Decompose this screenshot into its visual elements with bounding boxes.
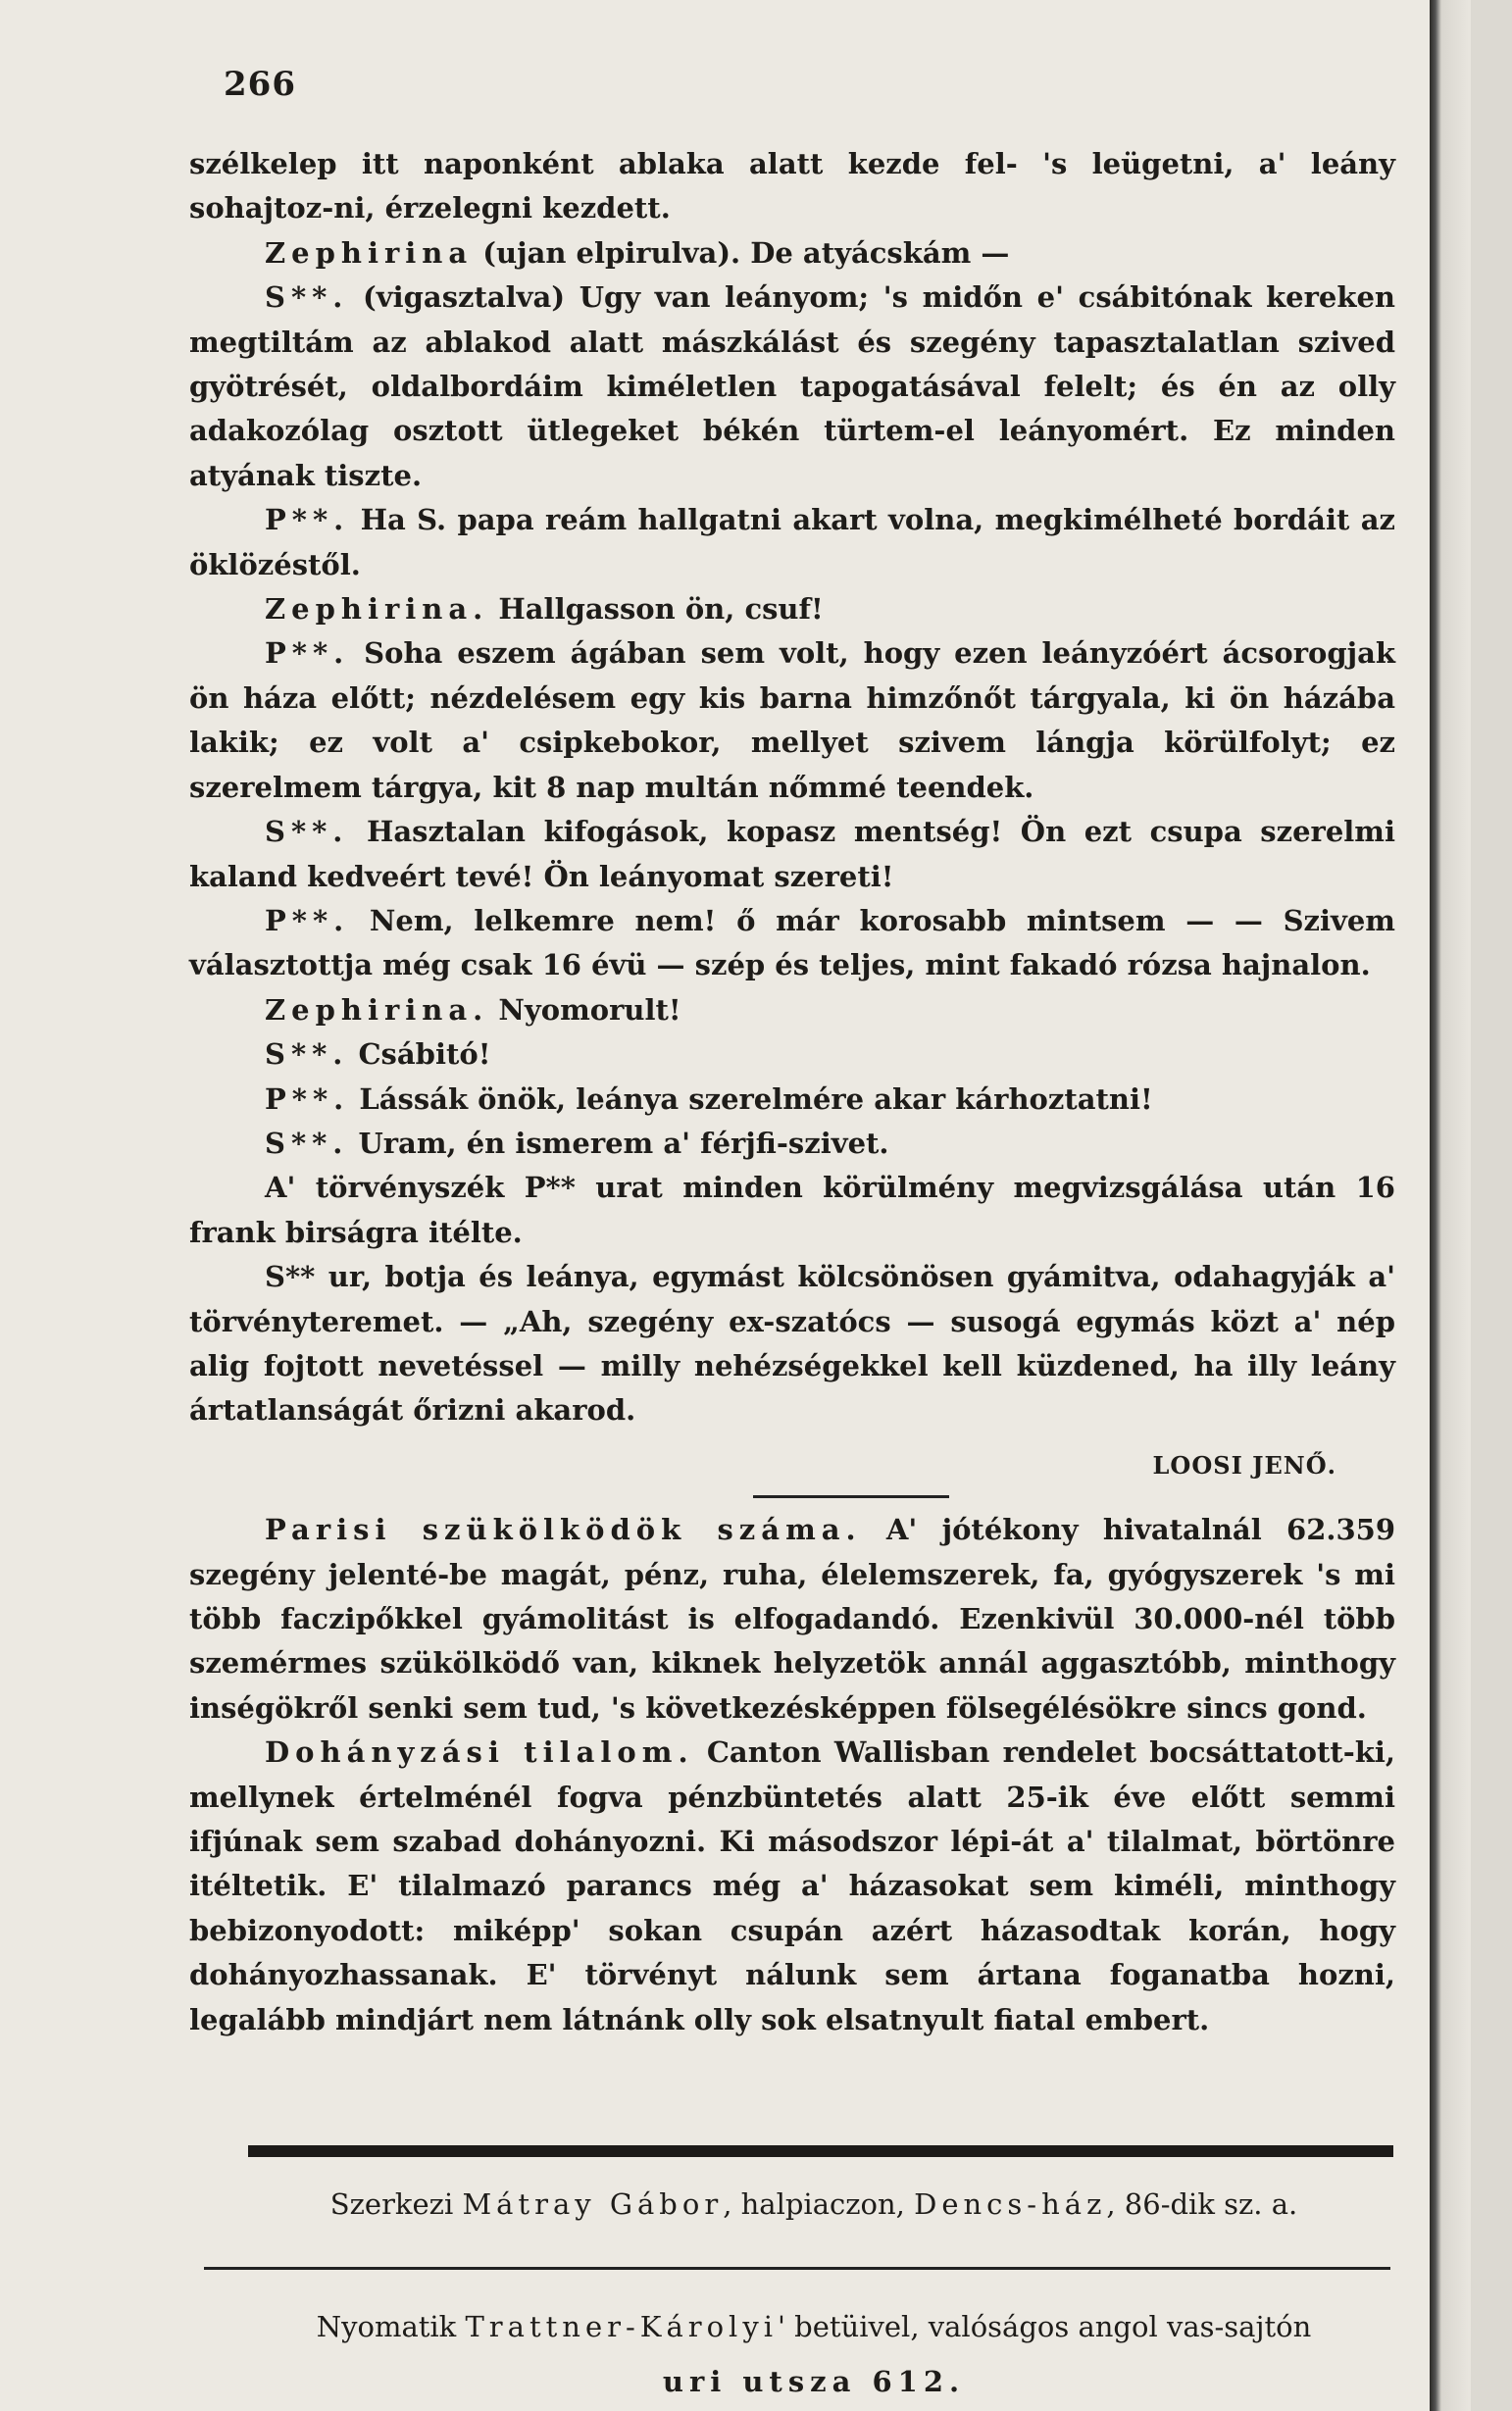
news-text: A' jótékony hivatalnál 62.359 szegény jelenté-be magát, pénz, ruha, élelemszerek, fa, gyógyszerek 's mi több faczipőkkel gyámolitást is elfogadandó. Ezenkivül 30.000-nél több szemérmes szükölködő van, kiknek helyzetök annál aggasztóbb, minthogy inségökről senki sem tud, 's következésképpen fölsegélésökre sincs gond. <box>189 1513 1396 1725</box>
footer-thick-rule <box>248 2145 1393 2157</box>
news-heading: Parisi szükölködök száma. <box>265 1513 862 1547</box>
dialogue-line <box>189 631 1395 810</box>
speaker: Zephirina. <box>265 992 489 1027</box>
speaker: P**. <box>265 503 350 537</box>
paragraph: S** ur, botja és leánya, egymást kölcsönösen gyámitva, odahagyják a' törvényteremet. — „Ah, szegény ex-szatócs — susogá egymás közt a' nép alig fojtott nevetéssel — milly nehézségekkel kell küzdened, ha illy leány ártatlanságát őrizni akarod. <box>189 1260 1395 1428</box>
news-heading: Dohányzási tilalom. <box>265 1735 694 1770</box>
editor-house: Dencs-ház <box>914 2187 1107 2221</box>
speaker: S**. <box>265 815 349 849</box>
footer-thin-rule <box>204 2267 1390 2270</box>
speaker: P**. <box>265 903 350 937</box>
speaker: S**. <box>265 1126 349 1160</box>
dialogue-text: (vigasztalva) Ugy van leányom; 's midőn e' csábitónak kereken megtiltám az ablakod alatt mászkálást és szegény tapasztalatlan szived gyötrését, oldalbordáim kiméletlen tapogatásával felelt; és én az olly adakozólag osztott ütlegeket békén türtem-el leányomért. Ez minden atyának tiszte. <box>189 280 1395 492</box>
page-number: 266 <box>224 65 296 104</box>
news-text: Canton Wallisban rendelet bocsáttatott-ki, mellynek értelménél fogva pénzbüntetés alatt 25-ik éve előtt semmi ifjúnak sem szabad dohányozni. Ki másodszor lépi-át a' tilalmat, börtönre itéltetik. E' tilalmazó parancs még a' házasokat sem kiméli, minthogy bebizonyodott: miképp' sokan csupán azért házasodtak korán, hogy dohányozhassanak. E' törvényt nálunk sem ártana foganatba hozni, legalább mindjárt nem látnánk olly sok elsatnyult fiatal embert. <box>189 1735 1396 2036</box>
printer-prefix: Nyomatik <box>316 2310 466 2343</box>
speaker: Zephirina <box>265 235 474 270</box>
dialogue-text: Ha S. papa reám hallgatni akart volna, megkimélheté bordáit az öklözéstől. <box>189 503 1395 581</box>
page-edge <box>1430 0 1471 2411</box>
dialogue-line <box>189 231 1395 276</box>
speaker: S**. <box>265 280 349 315</box>
dialogue-text: Hasztalan kifogások, kopasz mentség! Ön ezt csupa szerelmi kaland kedveért tevé! Ön leányomat szereti! <box>189 815 1395 893</box>
speaker: Zephirina. <box>265 592 489 627</box>
dialogue-text: Csábitó! <box>348 1037 491 1072</box>
dialogue-text: (ujan elpirulva). De atyácskám — <box>473 235 1010 270</box>
dialogue-text: Hallgasson ön, csuf! <box>488 592 824 627</box>
dialogue-text: Soha eszem ágában sem volt, hogy ezen leányzóért ácsorogjak ön háza előtt; nézdelésem egy kis barna himzőnőt tárgyala, ki ön házába lakik; ez volt a' csipkebokor, mellyet szivem lángja körülfolyt; ez szerelmem tárgya, kit 8 nap multán nőmmé teendek. <box>189 636 1395 804</box>
article-body <box>189 142 1395 2042</box>
editor-prefix: Szerkezi <box>329 2187 463 2221</box>
dialogue-line <box>189 899 1395 988</box>
section-divider <box>753 1495 949 1498</box>
speaker: S**. <box>265 1037 349 1072</box>
editor-line <box>235 2185 1392 2224</box>
dialogue-line <box>189 1122 1395 1166</box>
dialogue-line <box>189 276 1395 498</box>
printer-line <box>235 2299 1392 2354</box>
editor-mid: , halpiaczon, <box>723 2187 915 2221</box>
dialogue-line <box>189 587 1395 631</box>
paragraph: szélkelep itt naponként ablaka alatt kezde fel- 's leügetni, a' leány sohajtoz-ni, érzelegni kezdett. <box>189 147 1395 226</box>
dialogue-text: Lássák önök, leánya szerelmére akar kárhoztatni! <box>349 1081 1153 1116</box>
dialogue-text: Nyomorult! <box>488 992 681 1027</box>
printer-suffix: ' betüivel, valóságos angol vas-sajtón <box>777 2310 1312 2343</box>
signature: LOOSI JENŐ. <box>1152 1450 1336 1480</box>
paragraph: A' törvényszék P** urat minden körülmény megvizsgálása után 16 frank birságra itélte. <box>189 1171 1395 1249</box>
news-item <box>189 1508 1395 1731</box>
dialogue-line <box>189 1032 1395 1077</box>
dialogue-line <box>189 1078 1395 1122</box>
dialogue-line <box>189 810 1395 899</box>
news-item <box>189 1731 1395 2042</box>
dialogue-line <box>189 988 1395 1032</box>
editor-suffix: , 86-dik sz. a. <box>1106 2187 1298 2221</box>
dialogue-text: Uram, én ismerem a' férjfi-szivet. <box>348 1126 889 1160</box>
printer-block <box>235 2299 1392 2409</box>
dialogue-text: Nem, lelkemre nem! ő már korosabb mintsem — — Szivem választottja még csak 16 évü — szép és teljes, mint fakadó rózsa hajnalon. <box>189 903 1395 982</box>
editor-name: Mátray Gábor <box>462 2187 724 2221</box>
speaker: P**. <box>265 636 350 671</box>
printer-address: uri utsza 612. <box>662 2365 966 2398</box>
dialogue-line <box>189 498 1395 587</box>
printer-name: Trattner-Károlyi <box>465 2310 778 2343</box>
speaker: P**. <box>265 1081 350 1116</box>
